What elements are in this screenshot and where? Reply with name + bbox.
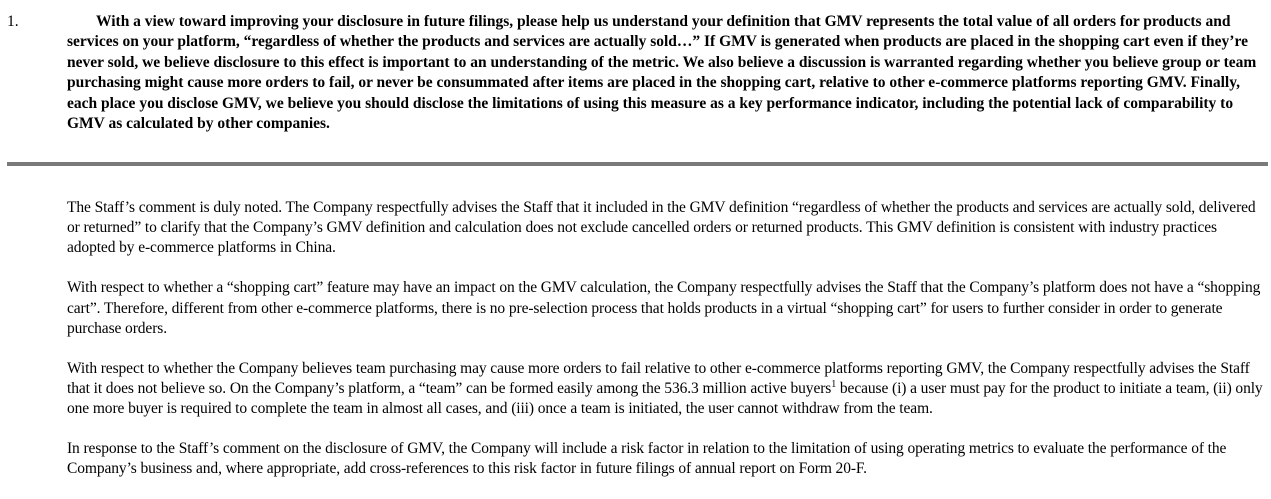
response-paragraph-risk-factor: In response to the Staff’s comment on the disclosure of GMV, the Company will include a risk factor in relation to the limitation of using operating metrics to evaluate the performance of the Company’s business and, where appropriate, add cross-references to this risk factor in future filings of annual report on Form 20-F. bbox=[67, 440, 1227, 478]
section-divider bbox=[7, 162, 1268, 166]
response-paragraph-team-purchasing bbox=[67, 359, 1267, 420]
response-paragraph-gmv-definition: The Staff’s comment is duly noted. The Company respectfully advises the Staff that it included in the GMV definition “regardless of whether the products and services are actually sold, delivered or returned” to clarify that the Company’s GMV definition and calculation does not exclude cancelled orders or returned products. This GMV definition is consistent with industry practices adopted by e-commerce platforms in China. bbox=[67, 199, 1256, 257]
team-purchasing-text-start: With respect to whether the Company believes team purchasing may cause more orders to fail relative to other e-commerce platforms reporting GMV, the Company respectfully advises the Staff that it does not believe so. On the Company’s platform, a “team” can be formed easily among the 536.3 million active buyers bbox=[67, 359, 1250, 398]
team-purchasing-text-end: because (i) a user must pay for the product to initiate a team, (ii) only one more buyer is required to complete the team in almost all cases, and (iii) once a team is initiated, the user cannot withdraw from the team. bbox=[67, 380, 1263, 418]
comment-number: 1. bbox=[7, 13, 19, 30]
staff-comment-text: With a view toward improving your disclosure in future filings, please help us understand your definition that GMV represents the total value of all orders for products and services on your platform, “regardless of whether the products and services are actually sold…” If GMV is generated when products are placed in the shopping cart even if they’re never sold, we believe disclosure to this effect is important to an understanding of the metric. We also believe a discussion is warranted regarding whether you believe group or team purchasing might cause more orders to fail, or never be consummated after items are placed in the shopping cart, relative to other e-commerce platforms reporting GMV. Finally, each place you disclose GMV, we believe you should disclose the limitations of using this measure as a key performance indicator, including the potential lack of comparability to GMV as calculated by other companies. bbox=[67, 13, 1257, 133]
footnote-marker: 1 bbox=[831, 378, 837, 390]
company-response bbox=[67, 198, 1267, 499]
response-paragraph-shopping-cart: With respect to whether a “shopping cart” feature may have an impact on the GMV calculation, the Company respectfully advises the Staff that the Company’s platform does not have a “shopping cart”. Therefore, different from other e-commerce platforms, there is no pre-selection process that holds products in a virtual “shopping cart” for users to further consider in order to generate purchase orders. bbox=[67, 279, 1261, 337]
